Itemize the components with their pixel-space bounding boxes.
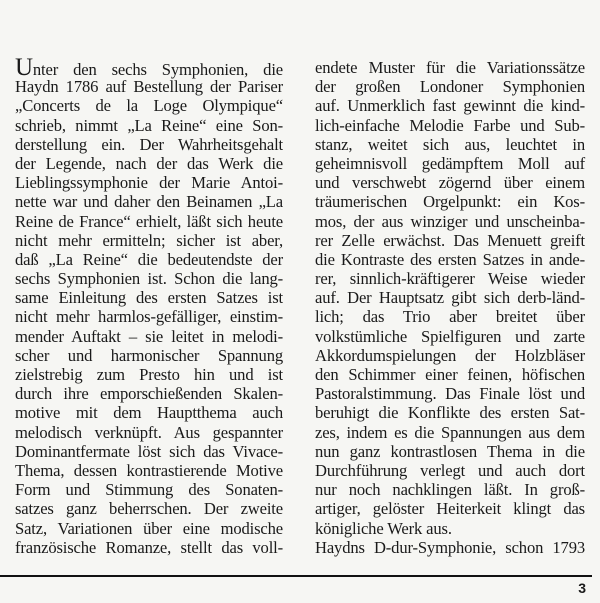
text-line <box>15 54 283 81</box>
text-line: „Concerts de la Loge Olympique“ <box>15 96 283 116</box>
text-line: lich-einfache Melodie Farbe und Sub- <box>315 115 585 135</box>
text-line: daß „La Reine“ die bedeutendste der <box>15 249 283 269</box>
text-line: Akkordumspielungen der Holzbläser <box>315 345 585 365</box>
left-text-column <box>15 54 283 557</box>
text-line: nur noch nachklingen läßt. In groß- <box>315 480 585 500</box>
text-line: melodisch verknüpft. Aus gespannter <box>15 422 283 442</box>
text-line: rer Zelle erwächst. Das Menuett greift <box>315 230 585 250</box>
text-line: endete Muster für die Variationssätze <box>315 58 585 77</box>
text-line: der Legende, nach der das Werk die <box>15 153 283 173</box>
text-line: die Kontraste des ersten Satzes in ande- <box>315 249 585 269</box>
text-line: Haydn 1786 auf Bestellung der Pariser <box>15 77 283 97</box>
text-line: Form und Stimmung des Sonaten- <box>15 480 283 500</box>
text-line: mos, der aus winziger und unscheinba- <box>315 211 585 231</box>
text-line: der großen Londoner Symphonien <box>315 77 585 97</box>
text-line: den Schimmer einer feinen, höfischen <box>315 365 585 384</box>
text-line: stanz, weitet sich aus, leuchtet in <box>315 134 585 154</box>
text-line: auf. Unmerklich fast gewinnt die kind- <box>315 96 585 116</box>
text-line: königliche Werk aus. <box>315 518 452 538</box>
text-line: scher und harmonischer Spannung <box>15 345 283 365</box>
text-line: mender Auftakt – sie leitet in melodi- <box>15 326 283 346</box>
text-line: geheimnisvoll gedämpftem Moll auf <box>315 153 585 173</box>
text-line: nicht mehr harmlos-gefälliger, einstim- <box>15 307 283 327</box>
text-line: Pastoralstimmung. Das Finale löst und <box>315 384 585 404</box>
text-line: Reine de France“ erhielt, läßt sich heute <box>15 211 283 231</box>
text-line: auf. Der Hauptsatz gibt sich derb-länd- <box>315 288 585 308</box>
text-line: sechs Symphonien ist. Schon die lang- <box>15 269 283 289</box>
text-line: nun ganz kontrastlosen Thema in die <box>315 441 585 461</box>
text-line: Dominantfermate löst sich das Vivace- <box>15 441 283 461</box>
text-line: schrieb, nimmt „La Reine“ eine Son- <box>15 115 283 135</box>
text-line: und verschwebt zögernd über einem <box>315 173 585 193</box>
page-number: 3 <box>578 580 586 596</box>
text-line: rer, sinnlich-kräftigerer Weise wieder <box>315 269 585 289</box>
right-text-column <box>315 58 585 557</box>
text-line: satzes ganz beherrschen. Der zweite <box>15 499 283 519</box>
text-line: zielstrebig zum Presto hin und ist <box>15 365 283 384</box>
text-line-content: nter den sechs Symphonien, die <box>32 60 283 79</box>
text-line: Lieblingssymphonie der Marie Antoi- <box>15 173 283 193</box>
text-line: volkstümliche Spielfiguren und zarte <box>315 326 585 346</box>
text-line: nette war und daher den Beinamen „La <box>15 192 283 212</box>
text-line: zes, indem es die Spannungen aus dem <box>315 422 585 442</box>
text-line: beruhigt die Konflikte des ersten Sat- <box>315 403 585 423</box>
text-line: Thema, dessen kontrastierende Motive <box>15 460 283 480</box>
text-line: artiger, gelöster Heiterkeit klingt das <box>315 499 585 519</box>
text-line: same Einleitung des ersten Satzes ist <box>15 288 283 308</box>
text-line: durch ihre emporschießenden Skalen- <box>15 384 283 404</box>
text-line: träumerischen Orgelpunkt: ein Kos- <box>315 192 585 212</box>
text-line: Haydns D-dur-Symphonie, schon 1793 <box>315 537 585 557</box>
drop-cap: U <box>15 54 33 81</box>
text-line: französische Romanze, stellt das voll- <box>15 537 283 557</box>
text-line: Durchführung verlegt und auch dort <box>315 460 585 480</box>
text-line: nicht mehr ermitteln; sicher ist aber, <box>15 230 283 250</box>
text-line: motive mit dem Hauptthema auch <box>15 403 283 423</box>
text-line: Satz, Variationen über eine modische <box>15 518 283 538</box>
text-line: lich; das Trio aber breitet über <box>315 307 585 327</box>
text-line: derstellung ein. Der Wahrheitsgehalt <box>15 134 283 154</box>
footer-rule <box>0 575 592 577</box>
